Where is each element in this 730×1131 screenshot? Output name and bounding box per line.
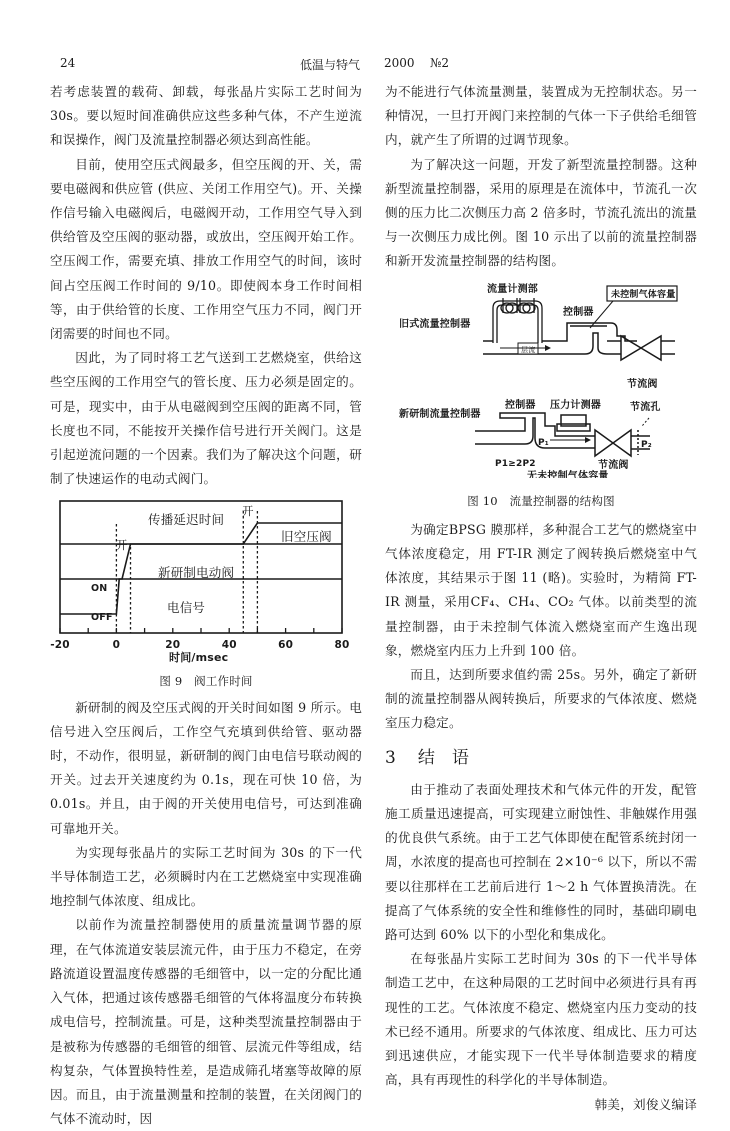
flow-meter-coils (493, 298, 542, 343)
running-header (0, 56, 730, 76)
x-tick-label: 0 (112, 639, 121, 652)
label-open-new: 开 (116, 538, 128, 553)
label-off: OFF (91, 612, 113, 624)
old-throttle-valve-label: 节流阀 (627, 378, 658, 390)
paragraph (385, 947, 697, 1112)
x-tick-label: 60 (278, 639, 294, 652)
no-uncontrolled-volume-label: 无未控制气体容量 (527, 470, 609, 478)
figure-10 (385, 278, 697, 510)
flow-meter-label: 流量计测部 (487, 283, 538, 295)
new-throttle-valve-label: 节流阀 (598, 459, 629, 471)
label-on: ON (91, 583, 108, 595)
paragraph: 目前，使用空压式阀最多，但空压阀的开、关，需要电磁阀和供应管 (供应、关闭工作用空气)。开、关操作信号输入电磁阀后，电磁阀开动，工作用空气导入到供给管及空压阀的驱动器，或放出，空压阀开始工作。空压阀工作，需要充填、排放工作用空气的时间，该时间占空压阀工作时间的 9/10。即使阀本身工作时间相等，由于供给管的长度、工作用空气压力不同，阀门开闭需要的时间也不同。 (50, 156, 362, 342)
right-column (385, 80, 697, 1117)
old-controller-device-label: 控制器 (563, 306, 594, 318)
new-controller-label: 新研制流量控制器 (399, 408, 481, 420)
paragraph: 为了解决这一问题，开发了新型流量控制器。这种新型流量控制器，采用的原理是在流体中，节流孔一次侧的压力比二次侧压力高 2 倍多时，节流孔流出的流量与一次侧压力成比例。图 10 示出了以前的流量控制器和新开发流量控制器的结构图。 (385, 156, 697, 269)
paragraph: 为实现每张晶片的实际工艺时间为 30s 的下一代半导体制造工艺，必须瞬时内在工艺燃烧室中实现准确地控制气体浓度、组成比。 (50, 844, 362, 909)
x-tick-label: 20 (165, 639, 181, 652)
figure-10-caption: 图 10 流量控制器的结构图 (467, 493, 615, 508)
old-throttle-valve-icon (607, 336, 675, 360)
x-axis-label: 时间/msec (169, 651, 229, 665)
new-controller-device-label: 控制器 (505, 399, 536, 411)
journal-year: 2000 (384, 56, 415, 70)
old-controller-label: 旧式流量控制器 (399, 318, 471, 330)
flow-controller-diagram (385, 278, 697, 478)
label-old-valve: 旧空压阀 (281, 529, 332, 545)
laminar-label: 层流 (521, 345, 536, 354)
figure-9 (50, 497, 362, 689)
label-open-old: 开 (242, 504, 254, 519)
p2-label: P₂ (641, 439, 652, 450)
x-tick-label: 80 (334, 639, 350, 652)
new-pipe (475, 413, 595, 448)
left-column (50, 80, 362, 1131)
label-signal: 电信号 (167, 600, 206, 616)
paragraph: 因此，为了同时将工艺气送到工艺燃烧室，供给这些空压阀的工作用空气的管长度、压力必须是固定的。可是，现实中，由于从电磁阀到空压阀的距离不同，管长度也不同，不能按开关操作信号进行开关阀门。这是引起逆流问题的一个因素。我们为了解决这个问题，研制了快速运作的电动式阀门。 (50, 350, 362, 487)
translator-signature: 韩美，刘俊义编译 (594, 1096, 697, 1112)
paragraph: 为确定BPSG 膜那样，多种混合工艺气的燃烧室中气体浓度稳定，用 FT-IR 测定了阀转换后燃烧室中气体浓度，其结果示于图 11 (略)。实验时，为精简 FT-IR 测量，采用CF₄、CH₄、CO₂ 气体。以前类型的流量控制器，由于未控制气体流入燃烧室而产生逸出现象，燃烧室内压力上升到 100 倍。 (385, 521, 697, 658)
label-new-valve: 新研制电动阀 (158, 565, 235, 581)
paragraph: 由于推动了表面处理技术和气体元件的开发，配管施工质量迅速提高，可实现建立耐蚀性、非触媒作用强的优良供气系统。由于工艺气体即使在配管系统封闭一周，水浓度的提高也可控制在 2×10⁻⁶ 以下，所以不需要以往那样在工艺前后进行 1～2 h 气体置换清洗。在提高了气体系统的安全性和维修性的同时，基础印刷电路可达到 60% 以下的小型化和集成化。 (385, 781, 697, 943)
page-number: 24 (60, 56, 76, 70)
paragraph: 而且，达到所要求值约需 25s。另外，确定了新研制的流量控制器从阀转换后，所要求的气体浓度、燃烧室压力稳定。 (385, 667, 697, 731)
x-tick-label: -20 (50, 639, 70, 652)
figure-9-caption: 图 9 阀工作时间 (159, 673, 253, 688)
uncontrolled-volume-label: 未控制气体容量 (611, 289, 676, 300)
valve-timing-chart (50, 497, 362, 665)
paragraph: 为不能进行气体流量测量，装置成为无控制状态。另一种情况，一旦打开阀门来控制的气体一下子供给毛细管内，就产生了所谓的过调节现象。 (385, 84, 697, 148)
pressure-meter-label: 压力计测器 (550, 399, 601, 411)
section-title: 结 语 (417, 747, 469, 768)
paragraph: 以前作为流量控制器使用的质量流量调节器的原理，在气体流道安装层流元件，由于压力不稳定，在旁路流道设置温度传感器的毛细管中，以一定的分配比通入气体，把通过该传感器毛细管的气体将温度分布转换成电信号，控制流量。可是，这种类型流量控制器由于是被称为传感器的毛细管的细管、层流元件等组成，结构复杂，气体置换特性差，是造成筛孔堵塞等故障的原因。而且，由于流量测量和控制的装置，在关闭阀门的气体不流动时，因 (50, 917, 362, 1127)
x-tick-label: 40 (221, 639, 237, 652)
p1-label: P₁ (538, 437, 549, 448)
label-propagation-delay: 传播延迟时间 (148, 512, 225, 528)
paragraph: 新研制的阀及空压式阀的开关时间如图 9 所示。电信号进入空压阀后，工作空气充填到供给管、驱动器时，不动作，很明显，新研制的阀门由电信号联动阀的开关。过去开关速度约为 0.1s，现在可快 10 倍，为 0.01s。并且，由于阀的开关使用电信号，可达到准确可靠地开关。 (50, 699, 362, 836)
section-heading (385, 746, 697, 770)
pressure-relation: P1≥2P2 (495, 458, 536, 469)
old-pipe (483, 323, 637, 354)
journal-issue: №2 (430, 56, 449, 70)
orifice-label: 节流孔 (630, 401, 661, 413)
section-number: 3 (385, 747, 396, 768)
paragraph-text: 在每张晶片实际工艺时间为 30s 的下一代半导体制造工艺中，在这种局限的工艺时间中必须进行具有再现性的工艺。气体浓度不稳定、燃烧室内压力变动的技术已经不通用。所要求的气体浓度、组成比、压力可达到迅速供应，才能实现下一代半导体制造要求的精度高，具有再现性的科学化的半导体制造。 (385, 951, 697, 1088)
paragraph: 若考虑装置的载荷、卸载，每张晶片实际工艺时间为30s。要以短时间准确供应这些多种气体，不产生逆流和误操作，阀门及流量控制器必须达到高性能。 (50, 84, 362, 148)
journal-title: 低温与特气 (300, 58, 361, 72)
